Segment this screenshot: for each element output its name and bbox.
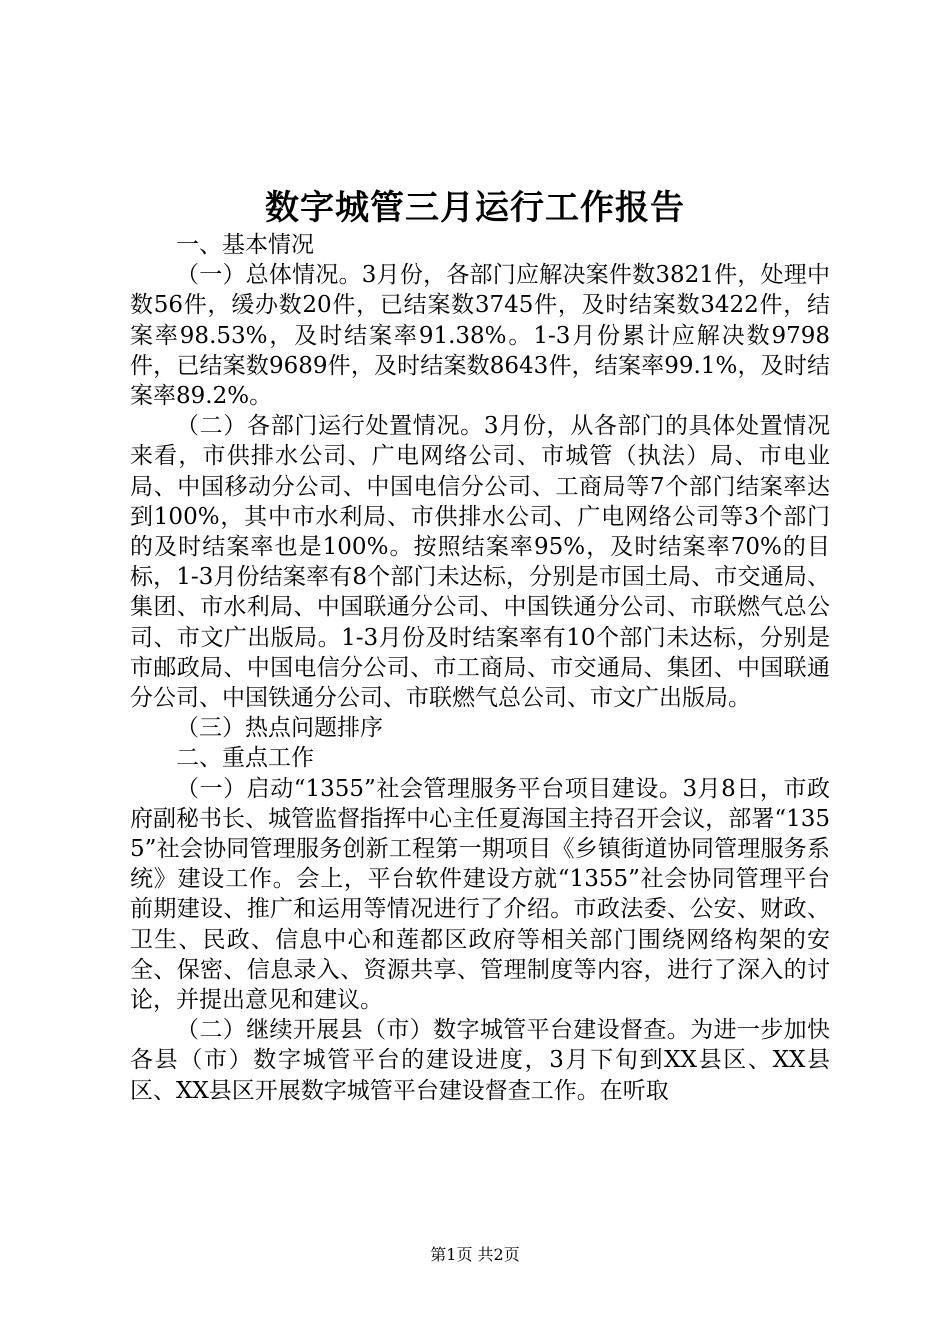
section-heading: 二、重点工作 [176, 745, 314, 772]
paragraph: （二）继续开展县（市）数字城管平台建设督查。为进一步加快各县（市）数字城管平台的建设进度，3月下旬到XX县区、XX县区、XX县区开展数字城管平台建设督查工作。在听取 [130, 1017, 830, 1104]
page-number: 第1页 共2页 [430, 1245, 520, 1264]
document-body [130, 230, 830, 1106]
document-title: 数字城管三月运行工作报告 [265, 188, 685, 228]
subsection-heading: （三）热点问题排序 [176, 715, 383, 742]
paragraph: （一）总体情况。3月份，各部门应解决案件数3821件，处理中数56件，缓办数20件，已结案数3745件，及时结案数3422件，结案率98.53%，及时结案率91.38%。1-3月份累计应解决数9798件，已结案数9689件，及时结案数8643件，结案率99.1%，及时结案率89.2%。 [130, 262, 830, 410]
section-heading: 一、基本情况 [176, 232, 314, 258]
paragraph: （二）各部门运行处置情况。3月份，从各部门的具体处置情况来看，市供排水公司、广电网络公司、市城管（执法）局、市电业局、中国移动分公司、中国电信分公司、工商局等7个部门结案率达到100%，其中市水利局、市供排水公司、广电网络公司等3个部门的及时结案率也是100%。按照结案率95%，及时结案率70%的目标，1-3月份结案率有8个部门未达标，分别是市国土局、市交通局、集团、市水利局、中国联通分公司、中国铁通分公司、市联燃气总公司、市文广出版局。1-3月份及时结案率有10个部门未达标，分别是市邮政局、中国电信分公司、市工商局、市交通局、集团、中国联通分公司、中国铁通分公司、市联燃气总公司、市文广出版局。 [130, 413, 830, 712]
paragraph: （一）启动“1355”社会管理服务平台项目建设。3月8日，市政府副秘书长、城管监督指挥中心主任夏海国主持召开会议，部署“1355”社会协同管理服务创新工程第一期项目《乡镇街道协同管理服务系统》建设工作。会上，平台软件建设方就“1355”社会协同管理平台前期建设、推广和运用等情况进行了介绍。市政法委、公安、财政、卫生、民政、信息中心和莲都区政府等相关部门围绕网络构架的安全、保密、信息录入、资源共享、管理制度等内容，进行了深入的讨论，并提出意见和建议。 [130, 775, 830, 1014]
